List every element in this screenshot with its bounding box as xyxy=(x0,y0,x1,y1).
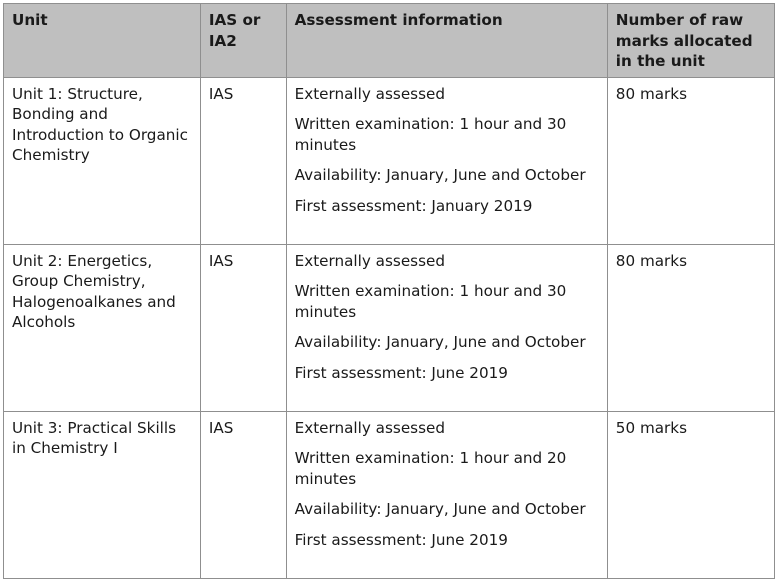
info-line: Written examination: 1 hour and 30 minutes xyxy=(294,115,567,154)
info-line: First assessment: January 2019 xyxy=(294,196,533,215)
info-line: Externally assessed xyxy=(294,251,445,270)
marks-cell: 80 marks xyxy=(607,244,774,411)
marks-cell: 80 marks xyxy=(607,77,774,244)
unit-name-cell: Unit 1: Structure, Bonding and Introduction to Organic Chemistry xyxy=(4,77,201,244)
info-line: Externally assessed xyxy=(294,84,445,103)
assessment-info-cell xyxy=(286,77,607,244)
header-ias-or-ia2: IAS or IA2 xyxy=(200,4,286,78)
info-line: Written examination: 1 hour and 30 minutes xyxy=(294,282,567,321)
table-body xyxy=(4,77,775,578)
assessment-info-cell xyxy=(286,411,607,578)
assessment-table xyxy=(3,3,775,579)
header-row xyxy=(4,4,775,78)
table-row xyxy=(4,411,775,578)
ias-cell: IAS xyxy=(200,244,286,411)
table-row xyxy=(4,244,775,411)
unit-name-cell: Unit 3: Practical Skills in Chemistry I xyxy=(4,411,201,578)
unit-name-cell: Unit 2: Energetics, Group Chemistry, Halogenoalkanes and Alcohols xyxy=(4,244,201,411)
assessment-info-cell xyxy=(286,244,607,411)
info-line: Availability: January, June and October xyxy=(294,500,586,518)
table-row xyxy=(4,77,775,244)
table-header xyxy=(4,4,775,78)
info-line: Written examination: 1 hour and 20 minutes xyxy=(294,449,567,488)
ias-cell: IAS xyxy=(200,77,286,244)
info-line: First assessment: June 2019 xyxy=(294,530,508,549)
info-line: First assessment: June 2019 xyxy=(294,363,508,382)
info-line: Availability: January, June and October xyxy=(294,166,586,184)
marks-cell: 50 marks xyxy=(607,411,774,578)
header-assessment-information: Assessment information xyxy=(286,4,607,78)
header-raw-marks: Number of raw marks allocated in the unit xyxy=(607,4,774,78)
ias-cell: IAS xyxy=(200,411,286,578)
info-line: Externally assessed xyxy=(294,418,445,437)
header-unit: Unit xyxy=(4,4,201,78)
info-line: Availability: January, June and October xyxy=(294,333,586,351)
